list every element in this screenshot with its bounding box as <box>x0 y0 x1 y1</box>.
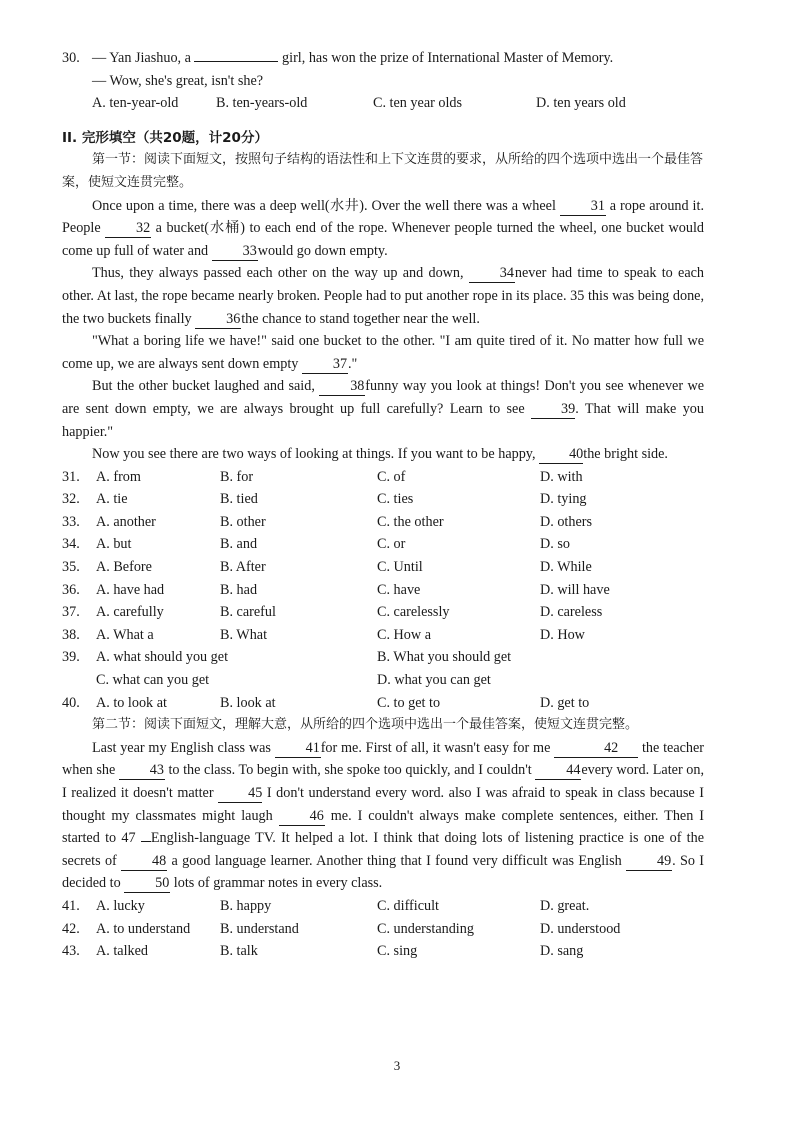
option-b: B. tied <box>220 491 258 508</box>
page-number: 3 <box>393 1058 401 1073</box>
option-b: B. What you should get <box>377 649 512 666</box>
text: me. I couldn't always make complete sentences, either. Then I started to <box>62 807 705 847</box>
option-d: D. great. <box>540 897 590 914</box>
cloze-passage-2 <box>62 737 704 895</box>
option-d: D. will have <box>540 581 610 598</box>
option-c: C. ten year olds <box>373 95 463 112</box>
question-response: — Wow, she's great, isn't she? <box>92 72 264 89</box>
option-b: B. What <box>220 626 268 643</box>
option-c: C. of <box>377 468 406 485</box>
option-b: B. After <box>220 559 266 576</box>
option-c: C. ties <box>377 491 414 508</box>
question-number: 31. <box>62 468 80 485</box>
question-number: 30. <box>62 50 80 66</box>
option-c: C. Until <box>377 559 423 576</box>
text: the teacher when she <box>62 739 705 779</box>
option-a: A. what should you get <box>96 649 229 666</box>
option-c: C. sing <box>377 943 418 960</box>
option-row <box>62 646 704 669</box>
option-d: D. what you can get <box>377 672 491 689</box>
option-a: A. to understand <box>96 920 191 937</box>
text: the chance to stand together near the well. <box>241 310 480 327</box>
answer-blank <box>194 61 278 62</box>
text: to the class. To begin with, she spoke too quickly, and I couldn't <box>168 762 532 779</box>
option-row <box>62 624 704 647</box>
blank-47 <box>141 841 151 842</box>
option-c: C. to get to <box>377 694 441 711</box>
option-a: A. carefully <box>96 604 164 621</box>
blank-36: 36 <box>195 311 241 329</box>
question-number: 35. <box>62 559 80 576</box>
part2-instruction: 第二节：阅读下面短文，理解大意，从所给的四个选项中选出一个最佳答案，使短文连贯完整。 <box>92 717 639 733</box>
text: I don't understand every word. also I was afraid to speak in class because I thought my classmates might laugh <box>62 785 704 824</box>
text: every word. Later on, I realized it doesn't matter <box>62 762 705 801</box>
option-row <box>62 511 704 534</box>
option-row <box>62 895 704 918</box>
question-number: 43. <box>62 943 80 960</box>
option-d: D. with <box>540 468 583 485</box>
text: this was being done, the two buckets finally <box>62 287 705 327</box>
option-a: A. ten-year-old <box>92 95 179 112</box>
option-a: A. another <box>96 513 156 530</box>
blank-42: 42 <box>554 740 638 758</box>
text: would go down empty. <box>257 242 388 259</box>
paragraph <box>62 330 704 375</box>
blank-43: 43 <box>119 762 165 780</box>
option-row <box>62 533 704 556</box>
option-b: B. look at <box>220 694 276 711</box>
text: . That will make you happier." <box>62 400 704 440</box>
question-stem: — Yan Jiashuo, a <box>92 50 191 66</box>
question-number: 36. <box>62 581 80 598</box>
option-b: B. ten-years-old <box>216 95 308 112</box>
option-d: D. so <box>540 536 570 553</box>
option-a: A. from <box>96 468 141 485</box>
option-d: D. ten years old <box>536 95 626 112</box>
option-a: A. What a <box>96 626 154 643</box>
blank-41: 41 <box>275 740 321 758</box>
option-row <box>62 466 704 489</box>
option-row <box>62 940 704 963</box>
option-a: A. Before <box>96 559 152 576</box>
cloze-passage-1 <box>62 195 704 466</box>
number-35: 35 <box>570 287 585 304</box>
section-title: II. 完形填空（共20题，计20分） <box>62 129 268 146</box>
blank-33: 33 <box>212 243 258 261</box>
text: . So I decided to <box>62 852 705 892</box>
question-number: 39. <box>62 649 80 666</box>
text: a good language learner. Another thing that I found very difficult was English <box>171 852 622 869</box>
option-b: B. happy <box>220 897 272 914</box>
blank-37: 37 <box>302 356 348 374</box>
option-d: D. sang <box>540 943 584 960</box>
number-47: 47 <box>121 830 136 847</box>
question-number: 32. <box>62 491 80 508</box>
option-b: B. and <box>220 536 258 553</box>
option-row <box>62 579 704 602</box>
option-c: C. How a <box>377 626 431 643</box>
question-number: 40. <box>62 694 80 711</box>
text: English-language TV. It helped a lot. I think that doing lots of listening practice is one of the secrets of <box>62 830 705 869</box>
blank-34: 34 <box>469 265 515 283</box>
blank-49: 49 <box>626 853 672 871</box>
question-30-options <box>62 92 704 115</box>
option-row <box>62 601 704 624</box>
text: Now you see there are two ways of looking at things. If you want to be happy, <box>92 446 536 463</box>
option-d: D. others <box>540 513 593 530</box>
option-c: C. the other <box>377 513 444 530</box>
option-c: C. have <box>377 581 421 598</box>
option-c: C. carelessly <box>377 604 450 621</box>
text: never had time to speak to each other. At last, the rope became nearly broken. People had to put another rope in its place. <box>62 265 705 304</box>
option-d: D. While <box>540 559 592 576</box>
option-a: A. have had <box>96 581 165 598</box>
option-b: B. other <box>220 513 266 530</box>
option-a: A. lucky <box>96 897 145 914</box>
options-41-43 <box>62 895 704 963</box>
blank-46: 46 <box>279 808 325 826</box>
text: "What a boring life we have!" said one bucket to the other. "I am quite tired of it. No matter how full we come up, we are always sent down empty <box>62 333 704 372</box>
option-d: D. careless <box>540 604 603 621</box>
blank-50: 50 <box>124 875 170 893</box>
blank-40: 40 <box>539 446 583 464</box>
text: the bright side. <box>583 446 668 463</box>
option-c: C. understanding <box>377 920 474 937</box>
option-a: A. to look at <box>96 694 167 711</box>
text: funny way you look at things! Don't you see whenever we are sent down empty, we are always brought up full carefully? Learn to see <box>62 378 704 417</box>
option-a: A. but <box>96 536 132 553</box>
question-number: 38. <box>62 626 80 643</box>
option-c: C. or <box>377 536 406 553</box>
question-number: 34. <box>62 536 80 553</box>
text: for me. First of all, it wasn't easy for me <box>320 739 551 756</box>
text: Thus, they always passed each other on the way up and down, <box>92 265 464 282</box>
part1-instruction: 第一节：阅读下面短文，按照句子结构的语法性和上下文连贯的要求，从所给的四个选项中选出一个最佳答案，使短文连贯完整。 <box>62 152 704 190</box>
question-number: 42. <box>62 920 80 937</box>
option-row <box>62 669 704 692</box>
option-d: D. tying <box>540 491 587 508</box>
option-a: A. tie <box>96 491 128 508</box>
blank-44: 44 <box>535 762 581 780</box>
question-stem-end: girl, has won the prize of International Master of Memory. <box>282 50 614 66</box>
blank-45: 45 <box>218 785 262 803</box>
text: a rope around it. People <box>62 197 704 237</box>
option-d: D. get to <box>540 694 590 711</box>
text: Once upon a time, there was a deep well(水井). Over the well there was a wheel <box>92 197 556 214</box>
option-row <box>62 556 704 579</box>
question-number: 33. <box>62 513 80 530</box>
option-d: D. understood <box>540 920 621 937</box>
text: lots of grammar notes in every class. <box>173 875 383 892</box>
text: But the other bucket laughed and said, <box>92 378 315 395</box>
option-a: A. talked <box>96 943 149 960</box>
question-number: 41. <box>62 897 80 914</box>
option-row <box>62 918 704 941</box>
blank-38: 38 <box>319 378 365 396</box>
option-row <box>62 692 704 715</box>
option-b: B. careful <box>220 604 276 621</box>
paragraph <box>62 737 704 895</box>
text: Last year my English class was <box>92 739 271 756</box>
paragraph <box>62 195 704 263</box>
paragraph <box>62 262 704 330</box>
question-number: 37. <box>62 604 80 621</box>
option-d: D. How <box>540 626 585 643</box>
options-31-40 <box>62 466 704 715</box>
option-c: C. what can you get <box>96 672 210 689</box>
option-b: B. understand <box>220 920 299 937</box>
option-b: B. for <box>220 468 254 485</box>
blank-39: 39 <box>531 401 575 419</box>
blank-32: 32 <box>105 220 151 238</box>
option-row <box>62 488 704 511</box>
blank-31: 31 <box>560 198 606 216</box>
paragraph <box>62 375 704 443</box>
option-c: C. difficult <box>377 897 440 914</box>
text: ." <box>347 355 358 372</box>
blank-48: 48 <box>121 853 167 871</box>
paragraph <box>62 443 704 466</box>
text: a bucket(水桶) to each end of the rope. Whenever people turned the wheel, one bucket would come up full of water and <box>62 220 705 259</box>
option-b: B. had <box>220 581 258 598</box>
question-30 <box>62 47 704 115</box>
option-b: B. talk <box>220 943 258 960</box>
